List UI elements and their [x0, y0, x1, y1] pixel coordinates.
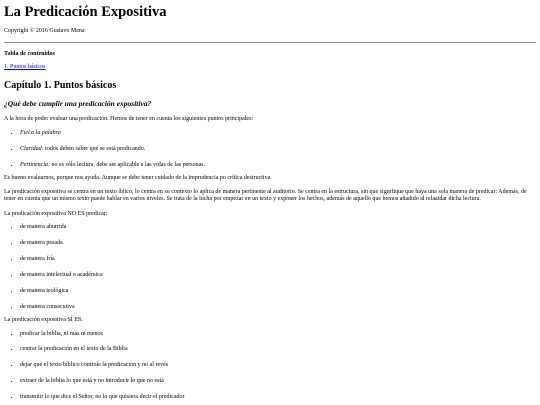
document-title: La Predicación Expositiva — [4, 4, 167, 20]
list-item: • de manera pesada — [20, 240, 536, 248]
table-of-contents — [4, 51, 536, 79]
toc-heading: Tabla de contenidos — [4, 50, 55, 57]
definition-paragraph: La predicación expositiva se centra en un texto íblico, lo centra en su contexto lo aplica de manera pertinente al auditorio. Se centra en la estructura, sin que signifique que haya una sola manera de predicar: Además, de tener en cuenta que un mismo texto puede hablar en varios niveles. Se trata de la lucha por empezar en un texto y exponer los hechos, además de aquello que hemos añadido al relaatdar dicha lectura. — [4, 188, 527, 203]
list-item: • de manera teológica — [20, 288, 536, 296]
list-item: • de manera consecutiva — [20, 304, 536, 312]
criterion-term: Fiel a la palabra — [20, 129, 61, 136]
list-item: • de manera aburrida — [20, 224, 536, 232]
section-question: ¿Qué debe cumplir una predicación expositiva? — [4, 98, 152, 108]
criterion-desc: todos deben saber qué se está predicando. — [43, 145, 146, 152]
list-item — [20, 146, 536, 154]
list-item: • dejar que el texto bíblico controle la predicación y no al revés — [20, 362, 536, 370]
not-list — [4, 224, 536, 311]
list-item: • transmitir lo que dice el Señor, no lo que quisiera decir el predicador — [20, 394, 536, 402]
criterion-term: Claridad: — [20, 145, 44, 152]
list-item: • extraer de la biblia lo que está y no introducir lo que no está — [20, 378, 536, 386]
intro-paragraph: A la hora de poder evaluar una predicación. Hemos de tener en cuenta los siguientes puntos principales: — [4, 116, 254, 123]
title-divider — [4, 42, 536, 43]
list-item: • centrar la predicación en el texto de la Biblia — [20, 346, 536, 354]
list-item: • de manera intelectual o académica — [20, 272, 536, 280]
list-item — [20, 162, 536, 170]
criterion-desc: no es sólo lectura, debe ser aplicable a las vidas de las personas. — [50, 161, 206, 168]
criteria-list — [4, 130, 536, 169]
not-list-heading: La predicación expositiva NO ES predicar: — [4, 210, 108, 217]
is-list-heading: La predicación expositiva SÍ ES: — [4, 317, 83, 323]
list-item: • predicar la biblia, ni más ni menos — [20, 331, 536, 339]
criterion-term: Pertinencia: — [20, 161, 50, 168]
toc-link-chapter-1[interactable]: 1. Puntos básicos — [4, 64, 46, 71]
list-item — [20, 130, 536, 138]
evaluation-note: Es bueno evaluarnos, porque nos ayuda. Aunque se debe tener cuidado de la imprudencia po crítica destructiva. — [4, 175, 272, 182]
copyright-notice: Copyright © 2016 Gustavo Mena — [4, 28, 85, 35]
is-list — [4, 331, 536, 402]
list-item: • de manera fría — [20, 256, 536, 264]
chapter-title: Capítulo 1. Puntos básicos — [4, 79, 117, 91]
